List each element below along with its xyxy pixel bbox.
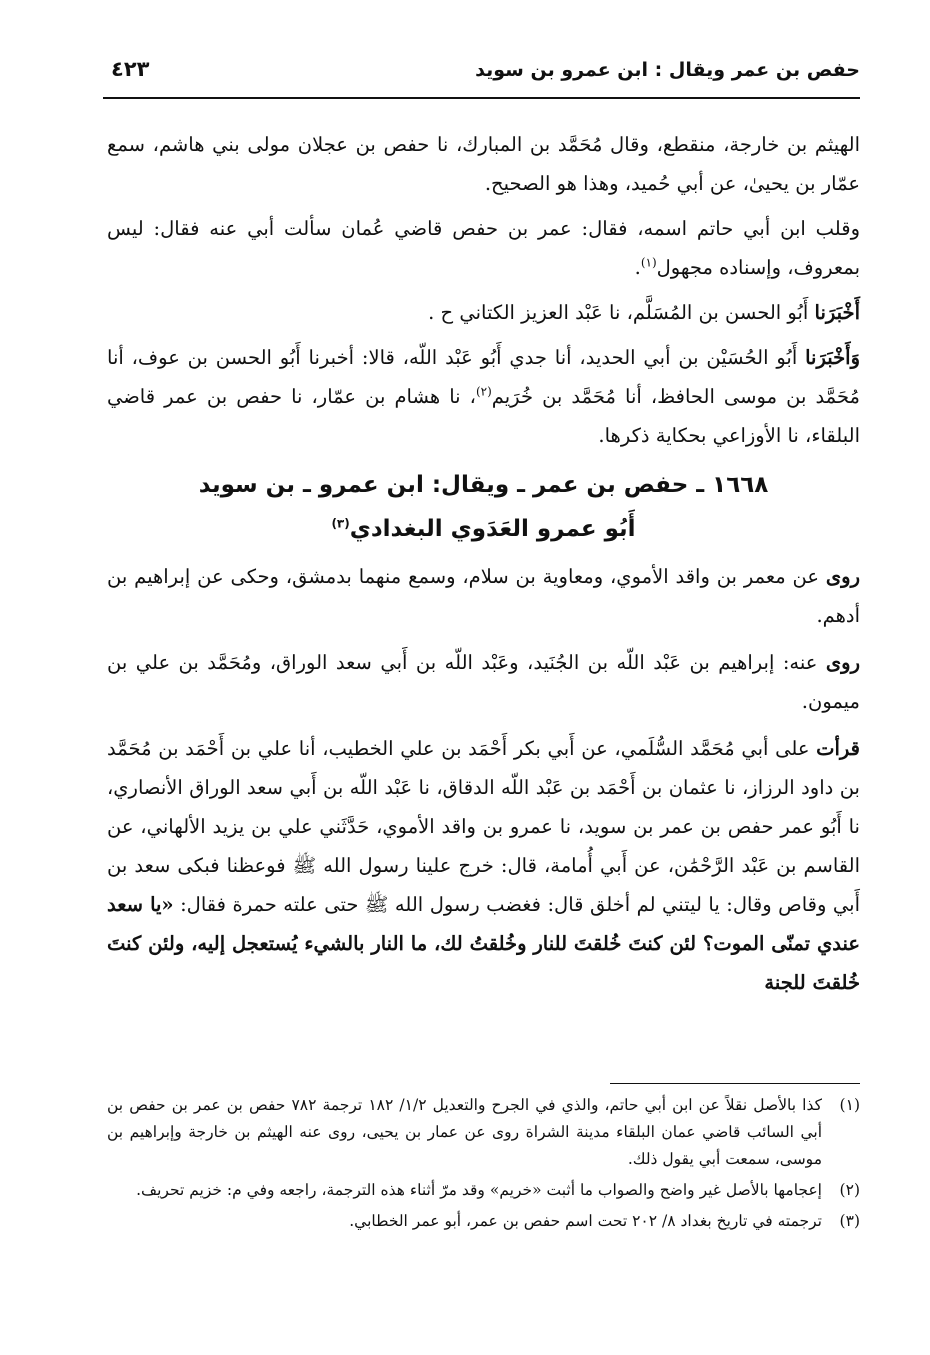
paragraph-4 [107,338,860,455]
paragraph-7-text: على أبي مُحَمَّد السُّلَمي، عن أَبي بكر أَحْمَد بن علي الخطيب، أنا علي بن أَحْمَد بن مُحَمَّد بن داود الرزاز، نا عثمان بن أَحْمَد بن عَبْد اللّه الدقاق، نا عَبْد اللّه بن أَبي سعد الوراق الأنصاري، نا أَبُو عمر حفص بن عمر بن سويد، نا عمرو بن واقد الأموي، حَدَّثَني علي بن يزيد الألهاني، عن القاسم بن عَبْد الرَّحْمَٰن، عن أَبي أُمامة، قال: خرج علينا رسول الله ﷺ فوعظنا فبكى سعد بن أَبي وقاص وقال: يا ليتني لم أخلق قال: فغضب رسول الله ﷺ حتى علته حمرة فقال: [107,737,861,916]
paragraph-6-lead: روى [825,651,860,674]
paragraph-7-lead: قرأت [816,737,860,760]
footnotes [107,1092,860,1239]
footnote-number: (١) [839,1096,860,1114]
footnote-ref-1: (١) [640,255,657,270]
entry-heading-line-1: ١٦٦٨ ـ حفص بن عمر ـ ويقال: ابن عمرو ـ بن سويد [198,472,769,498]
paragraph-2-text: وقلب ابن أبي حاتم اسمه، فقال: عمر بن حفص قاضي عُمان سألت أبي عنه فقال: ليس بمعروف، وإسناده مجهول [107,217,860,279]
footnote-text: إعجامها بالأصل غير واضح والصواب ما أثبت «خريم» وقد مرّ أثناء هذه الترجمة، راجعه وفي م: خزيم تحريف. [136,1181,822,1199]
paragraph-1: الهيثم بن خارجة، منقطع، وقال مُحَمَّد بن المبارك، نا حفص بن عجلان مولى بني هاشم، سمع عمّار بن يحيىٰ، عن أبي حُميد، وهذا هو الصحيح. [107,133,860,195]
footnote-number: (٣) [839,1212,860,1230]
footnote [107,1208,860,1235]
paragraph-4-text-a: أَبُو الحُسَيْن بن أبي الحديد، أنا جدي أَبُو عَبْد اللّه، قالا: أخبرنا أَبُو الحسن بن عوف، أنا مُحَمَّد بن موسى الحافظ، أنا مُحَمَّد بن خُرَيم [107,346,860,408]
page-number: ٤٢٣ [111,57,150,81]
paragraph-7 [107,729,860,1002]
footnote-number: (٢) [839,1181,860,1199]
paragraph-4-text-b: ، نا هشام بن عمّار، نا حفص بن عمر قاضي البلقاء، نا الأوزاعي بحكاية ذكرها. [107,385,860,447]
page-header [103,55,860,99]
paragraph-6 [107,643,860,721]
paragraph-5-text: عن معمر بن واقد الأموي، ومعاوية بن سلام، وسمع منهما بدمشق، وحكى عن إبراهيم بن أدهم. [107,565,860,627]
paragraph-3-lead: أَخْبَرَنا [814,301,860,324]
paragraph-2 [107,209,860,287]
hadith-quote: «يا سعد عندي تمنّى الموت؟ لئن كنتَ خُلقتَ للنار وخُلقتُ لك، ما النار بالشيء يُستعجل إليه، ولئن كنتَ خُلقتَ للجنة [107,893,860,994]
footnote-ref-3: (٣) [331,516,350,531]
paragraph-3-text: أَبُو الحسن بن المُسَلَّم، نا عَبْد العزيز الكتاني ح . [428,301,815,324]
running-title: حفص بن عمر ويقال : ابن عمرو بن سويد [475,59,860,81]
entry-heading [107,463,860,551]
entry-heading-name: أَبُو عمرو العَدَوي البغدادي [349,516,636,542]
footnote-text: ترجمته في تاريخ بغداد ٨/ ٢٠٢ تحت اسم حفص بن عمر، أبو عمر الخطابي. [349,1212,822,1230]
footnote-ref-2: (٢) [475,384,492,399]
entry-heading-line-2 [107,507,860,551]
main-text [107,125,860,1010]
paragraph-5 [107,557,860,635]
footnote-text: كذا بالأصل نقلاً عن ابن أبي حاتم، والذي في الجرح والتعديل ١/٢/ ١٨٢ ترجمة ٧٨٢ حفص بن عمر بن حفص بن أبي السائب قاضي عمان البلقاء مدينة الشراة روى عن عمار بن يحيى، روى عنه الهيثم بن خارجة وإبراهيم بن موسى، سمعت أبي يقول ذلك. [107,1096,822,1168]
paragraph-2-end: . [634,256,641,279]
paragraph-6-text: عنه: إبراهيم بن عَبْد اللّه بن الجُنَيد، وعَبْد اللّه بن أَبي سعد الوراق، ومُحَمَّد بن علي بن ميمون. [107,651,860,713]
paragraph-3 [107,293,860,332]
paragraph-5-lead: روى [825,565,860,588]
footnote [107,1092,860,1173]
footnote-divider [610,1083,860,1084]
footnote [107,1177,860,1204]
paragraph-4-lead: وَأَخْبَرَنا [805,346,860,369]
